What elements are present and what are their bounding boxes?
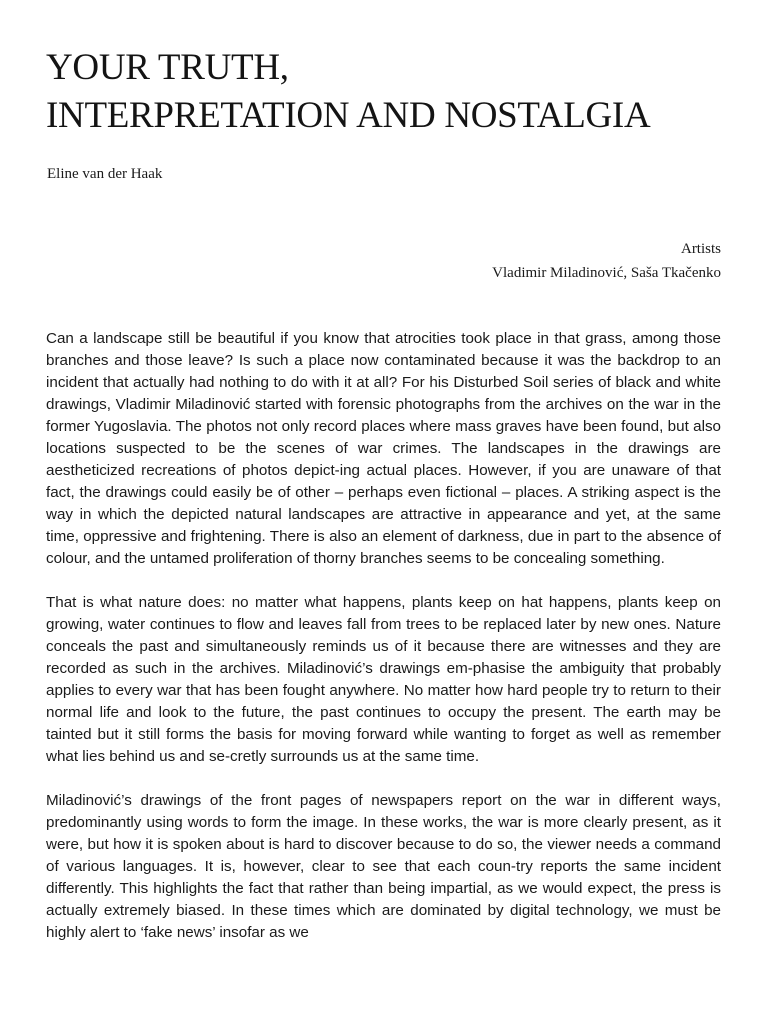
article-body: [46, 328, 730, 966]
artists-credit: [492, 237, 721, 285]
paragraph-3: Miladinović’s drawings of the front pages of newspapers report on the war in different ways, predominantly using words to form the image. In these works, the war is more clearly present, as it were, but how it is spoken about is hard to discover because to do so, the viewer needs a command of various languages. It is, however, clear to see that each coun-try reports the same incident differently. This highlights the fact that rather than being impartial, as we would expect, the press is actually extremely biased. In these times which are dominated by digital technology, we must be highly alert to ‘fake news’ insofar as we: [46, 792, 726, 941]
page-title: [46, 44, 650, 140]
author-name: Eline van der Haak: [47, 166, 163, 182]
title-line-1: YOUR TRUTH,: [46, 47, 289, 88]
paragraph-2: That is what nature does: no matter what happens, plants keep on hat happens, plants keep on growing, water continues to flow and leaves fall from trees to be replaced later by new ones. Nature conceals the past and simultaneously reminds us of it because there are witnesses and they are recorded as such in the archives. Miladinović’s drawings em-phasise the ambiguity that probably applies to every war that has been fought anywhere. No matter how hard people try to return to their normal life and look to the future, the past continues to occupy the present. The earth may be tainted but it still forms the basis for moving forward while wanting to forget as well as remember what lies behind us and se-cretly surrounds us at the same time.: [46, 594, 730, 765]
artists-label: Artists: [680, 241, 721, 257]
title-line-2: INTERPRETATION AND NOSTALGIA: [46, 95, 651, 136]
paragraph-1: Can a landscape still be beautiful if you know that atrocities took place in that grass, among those branches and those leave? Is such a place now contaminated because it was the backdrop to an incident that actually had nothing to do with it at all? For his Disturbed Soil series of black and white drawings, Vladimir Miladinović started with forensic photographs from the archives on the war in the former Yugoslavia. The photos not only record places where mass graves have been found, but also locations suspected to be the scenes of war crimes. The landscapes in the drawings are aestheticized recreations of photos depict-ing actual places. However, if you are unaware of that fact, the drawings could easily be of other – perhaps even fictional – places. A striking aspect is the way in which the depicted natural landscapes are attractive in appearance and yet, at the same time, oppressive and frightening. There is also an element of darkness, due in part to the absence of colour, and the untamed proliferation of thorny branches seems to be concealing something.: [46, 330, 726, 567]
artists-names: Vladimir Miladinović, Saša Tkačenko: [492, 265, 721, 281]
